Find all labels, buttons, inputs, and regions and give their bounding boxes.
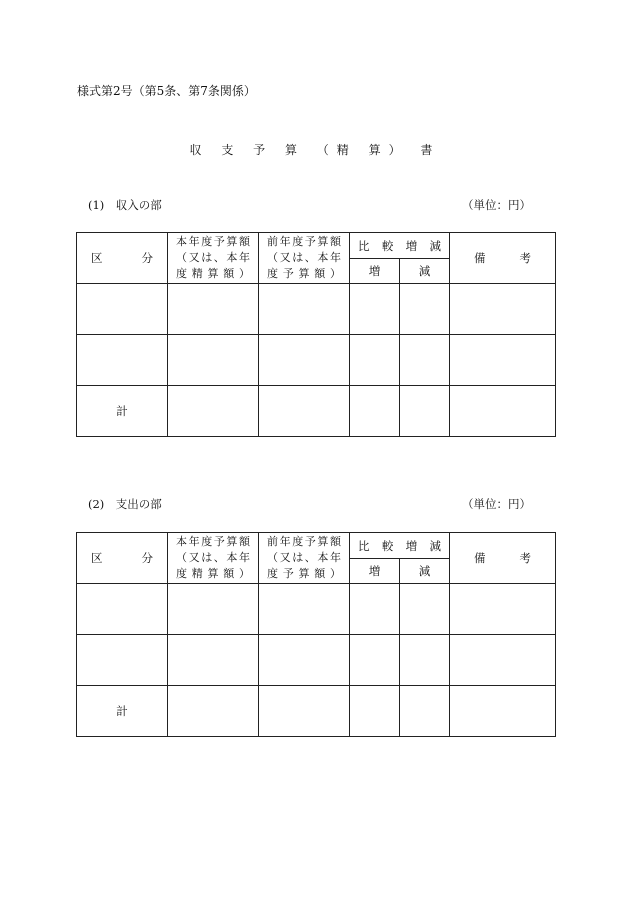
table-row bbox=[77, 284, 556, 335]
header-compare: 比較増減 bbox=[350, 533, 450, 559]
form-number: 様式第2号（第5条、第7条関係） bbox=[77, 84, 256, 98]
header-this-year-line: （又は、本年 bbox=[176, 551, 250, 564]
cell-decrease[interactable] bbox=[400, 584, 450, 635]
total-label: 計 bbox=[77, 386, 168, 437]
header-this-year bbox=[168, 533, 259, 584]
table-row bbox=[77, 635, 556, 686]
cell-prev-year[interactable] bbox=[259, 686, 350, 737]
total-row bbox=[77, 386, 556, 437]
table-row bbox=[77, 335, 556, 386]
cell-increase[interactable] bbox=[350, 635, 400, 686]
cell-kubun[interactable] bbox=[77, 284, 168, 335]
cell-decrease[interactable] bbox=[400, 686, 450, 737]
header-increase: 増 bbox=[350, 259, 400, 284]
cell-increase[interactable] bbox=[350, 335, 400, 386]
cell-prev-year[interactable] bbox=[259, 335, 350, 386]
header-compare: 比較増減 bbox=[350, 233, 450, 259]
header-prev-year bbox=[259, 233, 350, 284]
header-prev-year-line: 前年度予算額 bbox=[267, 235, 341, 248]
header-this-year bbox=[168, 233, 259, 284]
header-kubun: 区分 bbox=[77, 233, 168, 284]
cell-prev-year[interactable] bbox=[259, 635, 350, 686]
cell-remarks[interactable] bbox=[450, 335, 556, 386]
cell-kubun[interactable] bbox=[77, 335, 168, 386]
cell-prev-year[interactable] bbox=[259, 284, 350, 335]
header-decrease: 減 bbox=[400, 559, 450, 584]
cell-kubun[interactable] bbox=[77, 584, 168, 635]
total-label: 計 bbox=[77, 686, 168, 737]
header-decrease: 減 bbox=[400, 259, 450, 284]
section-title: (1) 収入の部 bbox=[88, 198, 162, 212]
header-remarks: 備考 bbox=[450, 533, 556, 584]
cell-this-year[interactable] bbox=[168, 386, 259, 437]
header-kubun: 区分 bbox=[77, 533, 168, 584]
cell-remarks[interactable] bbox=[450, 386, 556, 437]
cell-prev-year[interactable] bbox=[259, 584, 350, 635]
header-this-year-line: 度精算額） bbox=[176, 567, 250, 580]
header-prev-year-line: 前年度予算額 bbox=[267, 535, 341, 548]
cell-decrease[interactable] bbox=[400, 335, 450, 386]
header-this-year-line: 度精算額） bbox=[176, 267, 250, 280]
header-prev-year-line: 度予算額） bbox=[267, 267, 341, 280]
cell-this-year[interactable] bbox=[168, 584, 259, 635]
header-remarks: 備考 bbox=[450, 233, 556, 284]
header-this-year-line: 本年度予算額 bbox=[176, 535, 250, 548]
header-prev-year-line: （又は、本年 bbox=[267, 551, 341, 564]
unit-label: （単位：円） bbox=[462, 497, 531, 511]
cell-decrease[interactable] bbox=[400, 635, 450, 686]
header-prev-year-line: 度予算額） bbox=[267, 567, 341, 580]
header-increase: 増 bbox=[350, 559, 400, 584]
header-prev-year-line: （又は、本年 bbox=[267, 251, 341, 264]
cell-this-year[interactable] bbox=[168, 635, 259, 686]
cell-this-year[interactable] bbox=[168, 284, 259, 335]
cell-this-year[interactable] bbox=[168, 686, 259, 737]
total-row bbox=[77, 686, 556, 737]
section-title: (2) 支出の部 bbox=[88, 497, 162, 511]
header-this-year-line: （又は、本年 bbox=[176, 251, 250, 264]
document-title: 収 支 予 算 （精 算） 書 bbox=[189, 143, 441, 157]
cell-decrease[interactable] bbox=[400, 386, 450, 437]
cell-decrease[interactable] bbox=[400, 284, 450, 335]
header-this-year-line: 本年度予算額 bbox=[176, 235, 250, 248]
expense-table bbox=[76, 532, 556, 737]
cell-kubun[interactable] bbox=[77, 635, 168, 686]
header-prev-year bbox=[259, 533, 350, 584]
cell-increase[interactable] bbox=[350, 386, 400, 437]
cell-increase[interactable] bbox=[350, 284, 400, 335]
cell-increase[interactable] bbox=[350, 686, 400, 737]
cell-this-year[interactable] bbox=[168, 335, 259, 386]
cell-increase[interactable] bbox=[350, 584, 400, 635]
cell-prev-year[interactable] bbox=[259, 386, 350, 437]
cell-remarks[interactable] bbox=[450, 635, 556, 686]
cell-remarks[interactable] bbox=[450, 284, 556, 335]
unit-label: （単位：円） bbox=[462, 198, 531, 212]
income-table bbox=[76, 232, 556, 437]
cell-remarks[interactable] bbox=[450, 584, 556, 635]
cell-remarks[interactable] bbox=[450, 686, 556, 737]
table-row bbox=[77, 584, 556, 635]
